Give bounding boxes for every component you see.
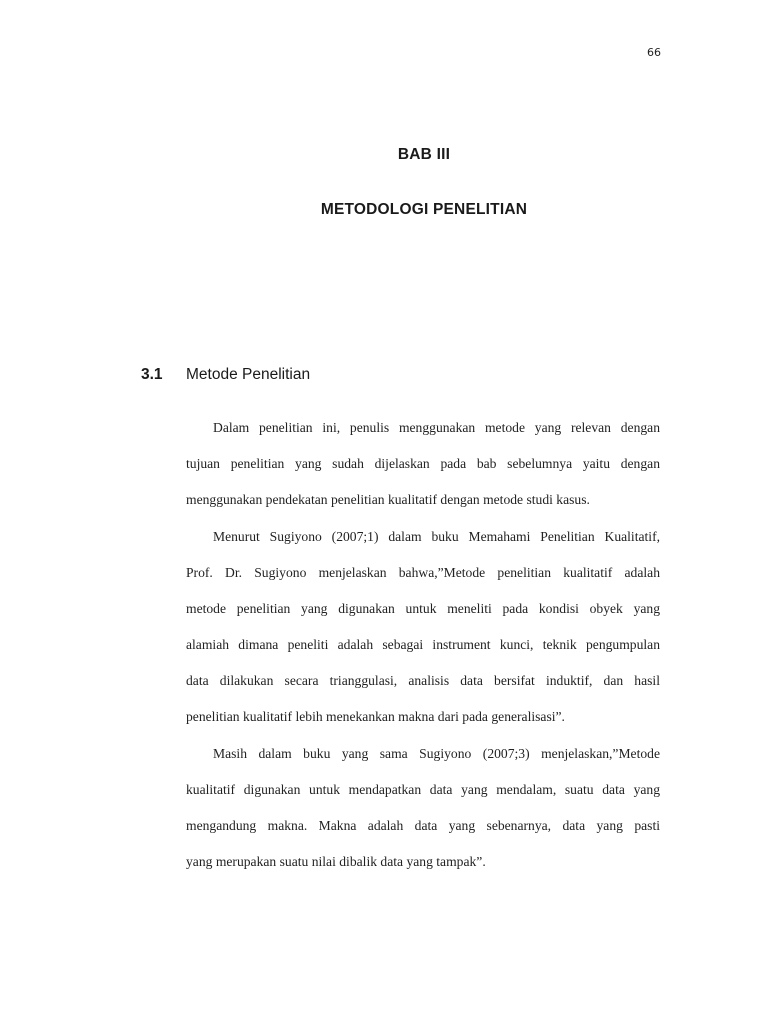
paragraph-line: Dalam penelitian ini, penulis menggunakan metode yang relevan dengan [213, 420, 660, 435]
paragraph-line: menggunakan pendekatan penelitian kualitatif dengan metode studi kasus. [186, 492, 590, 507]
section-heading [141, 366, 310, 384]
section-title: Metode Penelitian [186, 366, 311, 383]
paragraph-line: data dilakukan secara trianggulasi, analisis data bersifat induktif, dan hasil [186, 673, 660, 688]
paragraph-line: kualitatif digunakan untuk mendapatkan data yang mendalam, suatu data yang [186, 782, 660, 797]
page-number: 66 [647, 46, 661, 59]
paragraph-line: Prof. Dr. Sugiyono menjelaskan bahwa,”Metode penelitian kualitatif adalah [186, 565, 660, 580]
paragraph-line: Menurut Sugiyono (2007;1) dalam buku Memahami Penelitian Kualitatif, [213, 529, 660, 544]
paragraph [186, 413, 660, 521]
chapter-subtitle: METODOLOGI PENELITIAN [320, 201, 528, 218]
chapter-title: BAB III [397, 146, 451, 163]
paragraph-line: yang merupakan suatu nilai dibalik data yang tampak”. [186, 854, 486, 869]
paragraph-line: mengandung makna. Makna adalah data yang sebenarnya, data yang pasti [186, 818, 660, 833]
paragraph-line: Masih dalam buku yang sama Sugiyono (2007;3) menjelaskan,”Metode [213, 746, 660, 761]
paragraph-line: penelitian kualitatif lebih menekankan makna dari pada generalisasi”. [186, 709, 565, 724]
section-number: 3.1 [141, 366, 163, 383]
paragraph-line: metode penelitian yang digunakan untuk meneliti pada kondisi obyek yang [186, 601, 660, 616]
paragraph-line: alamiah dimana peneliti adalah sebagai instrument kunci, teknik pengumpulan [186, 637, 660, 652]
paragraph [186, 739, 660, 883]
body-text [186, 413, 660, 884]
paragraph-line: tujuan penelitian yang sudah dijelaskan pada bab sebelumnya yaitu dengan [186, 456, 660, 471]
paragraph [186, 522, 660, 738]
